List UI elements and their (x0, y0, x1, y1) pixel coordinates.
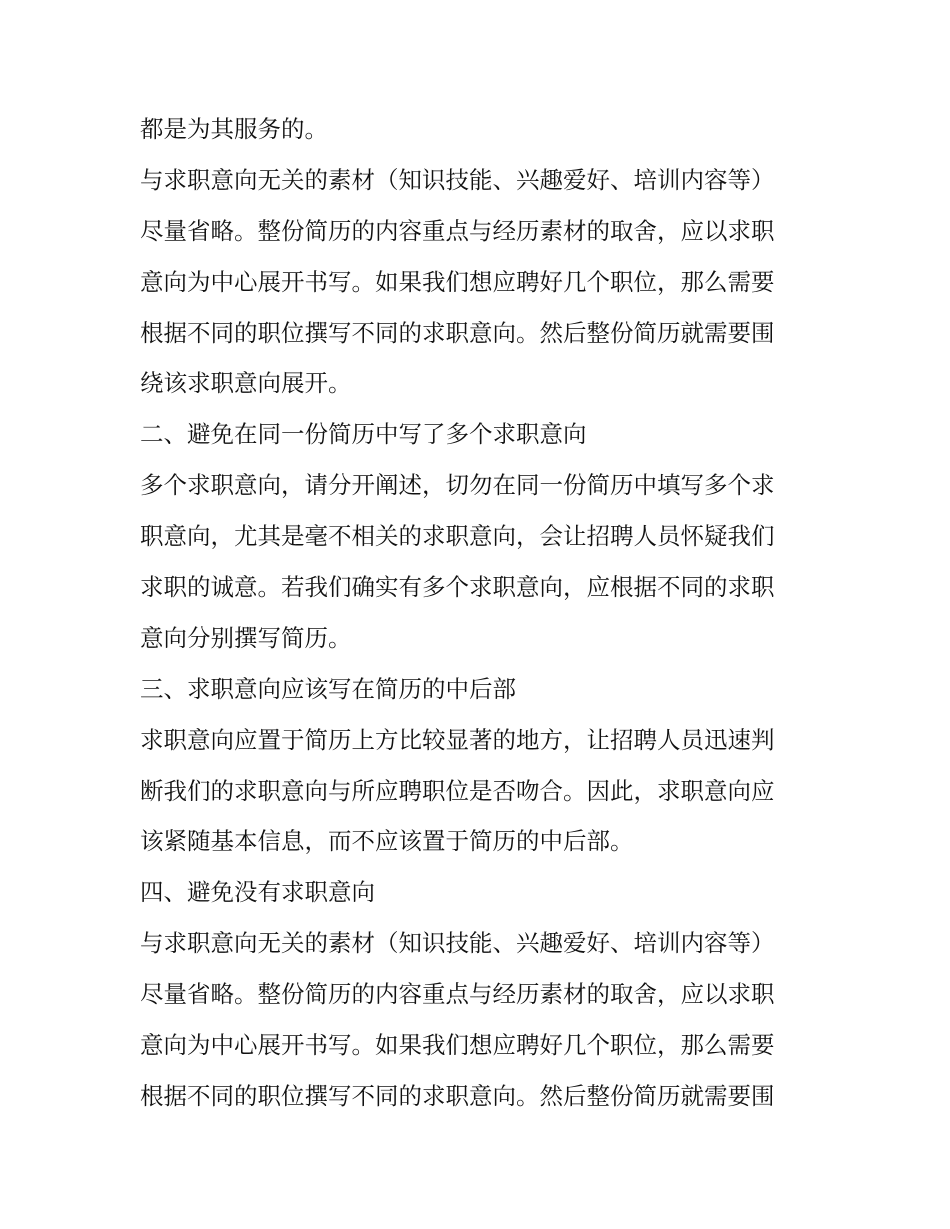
paragraph-line: 根据不同的职位撰写不同的求职意向。然后整份简历就需要围 (140, 1081, 775, 1110)
paragraph-line: 尽量省略。整份简历的内容重点与经历素材的取舍，应以求职 (140, 980, 775, 1009)
paragraph-line: 尽量省略。整份简历的内容重点与经历素材的取舍，应以求职 (140, 216, 775, 245)
paragraph-line: 根据不同的职位撰写不同的求职意向。然后整份简历就需要围 (140, 318, 775, 347)
section-heading: 三、求职意向应该写在简历的中后部 (140, 674, 516, 703)
paragraph-line: 与求职意向无关的素材（知识技能、兴趣爱好、培训内容等） (140, 165, 775, 194)
paragraph-line: 意向分别撰写简历。 (140, 623, 352, 652)
paragraph-line: 断我们的求职意向与所应聘职位是否吻合。因此，求职意向应 (140, 776, 775, 805)
document-body (140, 104, 820, 1122)
paragraph-line: 求职的诚意。若我们确实有多个求职意向，应根据不同的求职 (140, 573, 775, 602)
paragraph-line: 该紧随基本信息，而不应该置于简历的中后部。 (140, 827, 634, 856)
paragraph-line: 意向为中心展开书写。如果我们想应聘好几个职位，那么需要 (140, 267, 775, 296)
section-heading: 四、避免没有求职意向 (140, 878, 375, 907)
paragraph-line: 求职意向应置于简历上方比较显著的地方，让招聘人员迅速判 (140, 725, 775, 754)
section-heading: 二、避免在同一份简历中写了多个求职意向 (140, 420, 587, 449)
paragraph-line: 与求职意向无关的素材（知识技能、兴趣爱好、培训内容等） (140, 929, 775, 958)
paragraph-line: 都是为其服务的。 (140, 115, 328, 143)
paragraph-line: 绕该求职意向展开。 (140, 369, 352, 398)
paragraph-line: 职意向，尤其是毫不相关的求职意向，会让招聘人员怀疑我们 (140, 522, 775, 551)
paragraph-line: 意向为中心展开书写。如果我们想应聘好几个职位，那么需要 (140, 1031, 775, 1060)
paragraph-line: 多个求职意向，请分开阐述，切勿在同一份简历中填写多个求 (140, 471, 775, 500)
